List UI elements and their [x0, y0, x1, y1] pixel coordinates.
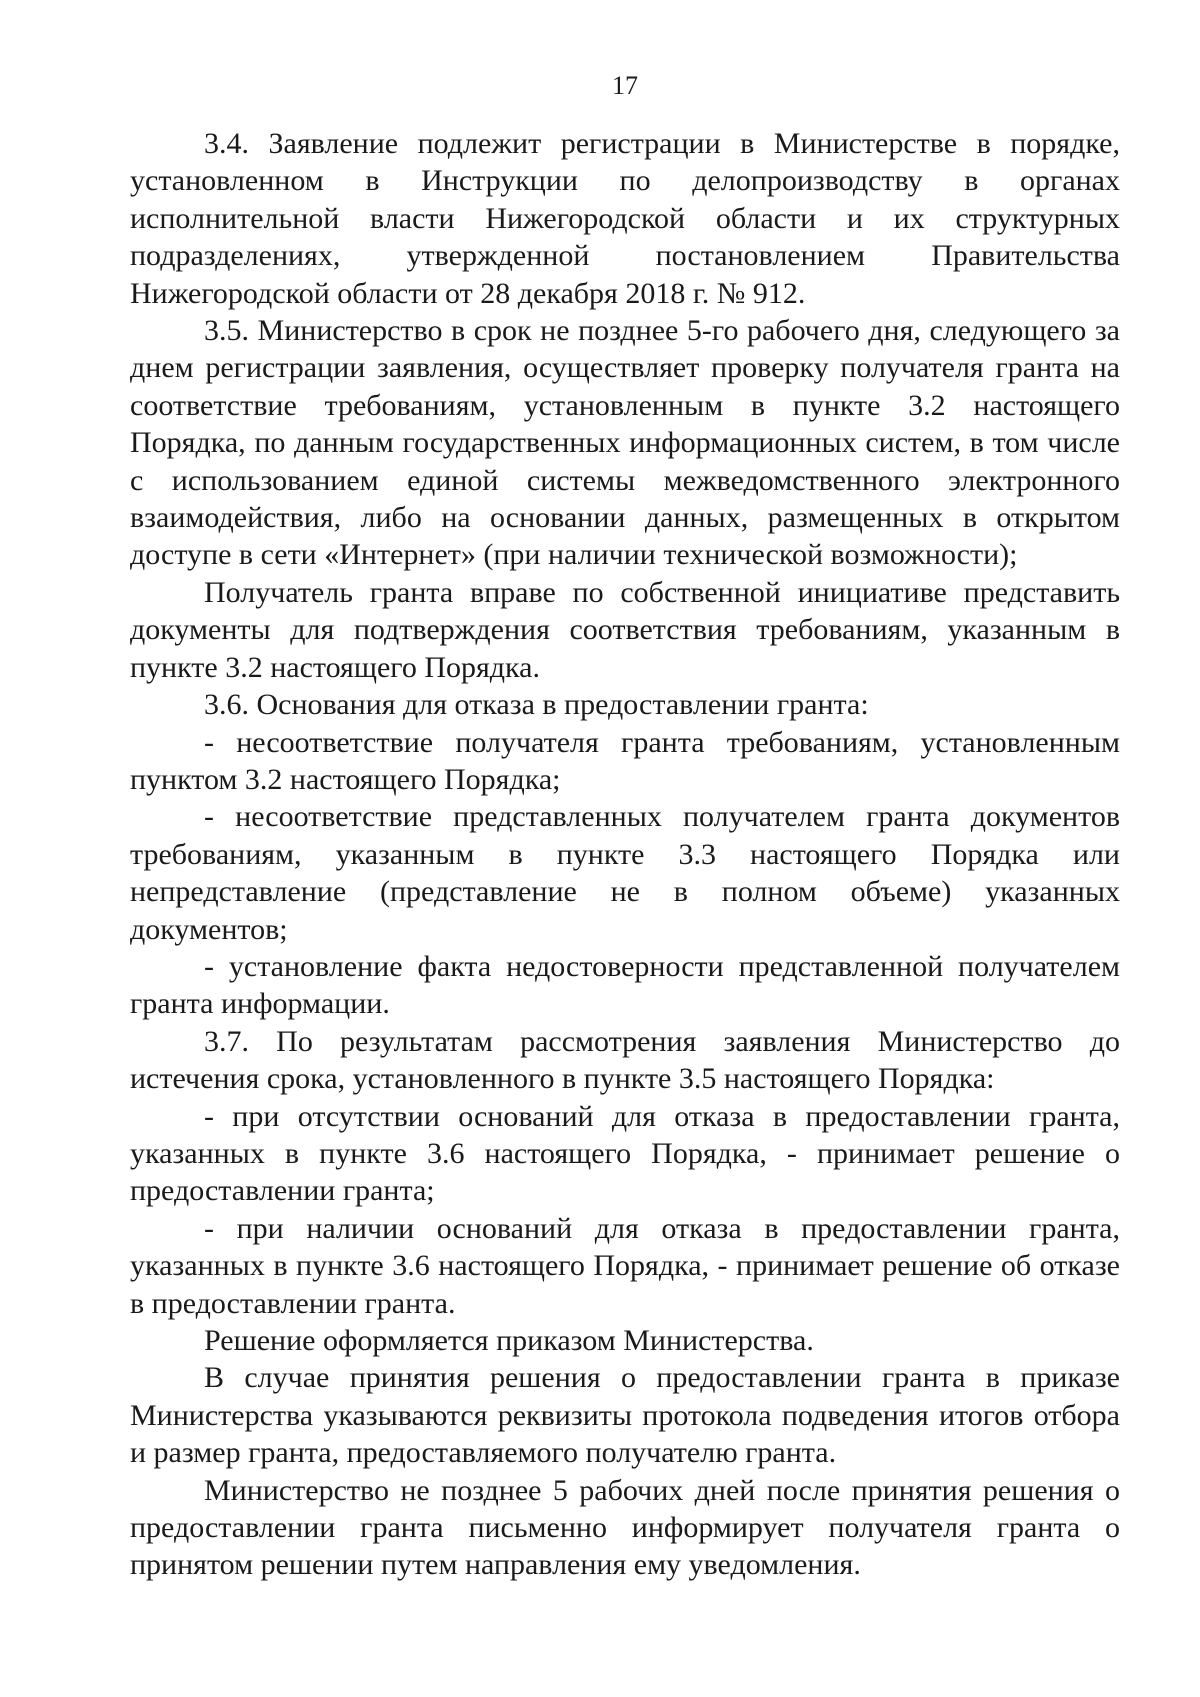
list-item-refusal-3: - установление факта недостоверности представленной получателем гранта информации.	[130, 949, 1120, 1021]
document-body	[130, 125, 1120, 1584]
paragraph-3-7: 3.7. По результатам рассмотрения заявления Министерство до истечения срока, установленного в пункте 3.5 настоящего Порядка:	[130, 1024, 1120, 1096]
page-number: 17	[612, 71, 638, 100]
list-item-decision-refusal: - при наличии оснований для отказа в предоставлении гранта, указанных в пункте 3.6 настоящего Порядка, - принимает решение об отказе в предоставлении гранта.	[130, 1211, 1120, 1320]
list-item-decision-grant: - при отсутствии оснований для отказа в предоставлении гранта, указанных в пункте 3.6 настоящего Порядка, - принимает решение о предоставлении гранта;	[130, 1099, 1120, 1208]
paragraph-decision-order: Решение оформляется приказом Министерства.	[204, 1324, 814, 1357]
paragraph-order-details: В случае принятия решения о предоставлении гранта в приказе Министерства указываются реквизиты протокола подведения итогов отбора и размер гранта, предоставляемого получателю гранта.	[130, 1361, 1120, 1470]
paragraph-3-5: 3.5. Министерство в срок не позднее 5-го рабочего дня, следующего за днем регистрации заявления, осуществляет проверку получателя гранта на соответствие требованиям, установленным в пункте 3.2 настоящего Порядка, по данным государственных информационных систем, в том числе с использованием единой системы межведомственного электронного взаимодействия, либо на основании данных, размещенных в открытом доступе в сети «Интернет» (при наличии технической возможности);	[130, 314, 1120, 572]
paragraph-notification: Министерство не позднее 5 рабочих дней после принятия решения о предоставлении гранта письменно информирует получателя гранта о принятом решении путем направления ему уведомления.	[130, 1473, 1120, 1582]
paragraph-3-4: 3.4. Заявление подлежит регистрации в Министерстве в порядке, установленном в Инструкции по делопроизводству в органах исполнительной власти Нижегородской области и их структурных подразделениях, утвержденной постановлением Правительства Нижегородской области от 28 декабря 2018 г. № 912.	[130, 127, 1120, 310]
list-item-refusal-2: - несоответствие представленных получателем гранта документов требованиям, указанным в пункте 3.3 настоящего Порядка или непредставление (представление не в полном объеме) указанных документов;	[130, 800, 1120, 946]
paragraph-3-5-initiative: Получатель гранта вправе по собственной инициативе представить документы для подтверждения соответствия требованиям, указанным в пункте 3.2 настоящего Порядка.	[130, 575, 1120, 684]
list-item-refusal-1: - несоответствие получателя гранта требованиям, установленным пунктом 3.2 настоящего Порядка;	[130, 725, 1120, 796]
paragraph-3-6: 3.6. Основания для отказа в предоставлении гранта:	[204, 688, 869, 722]
